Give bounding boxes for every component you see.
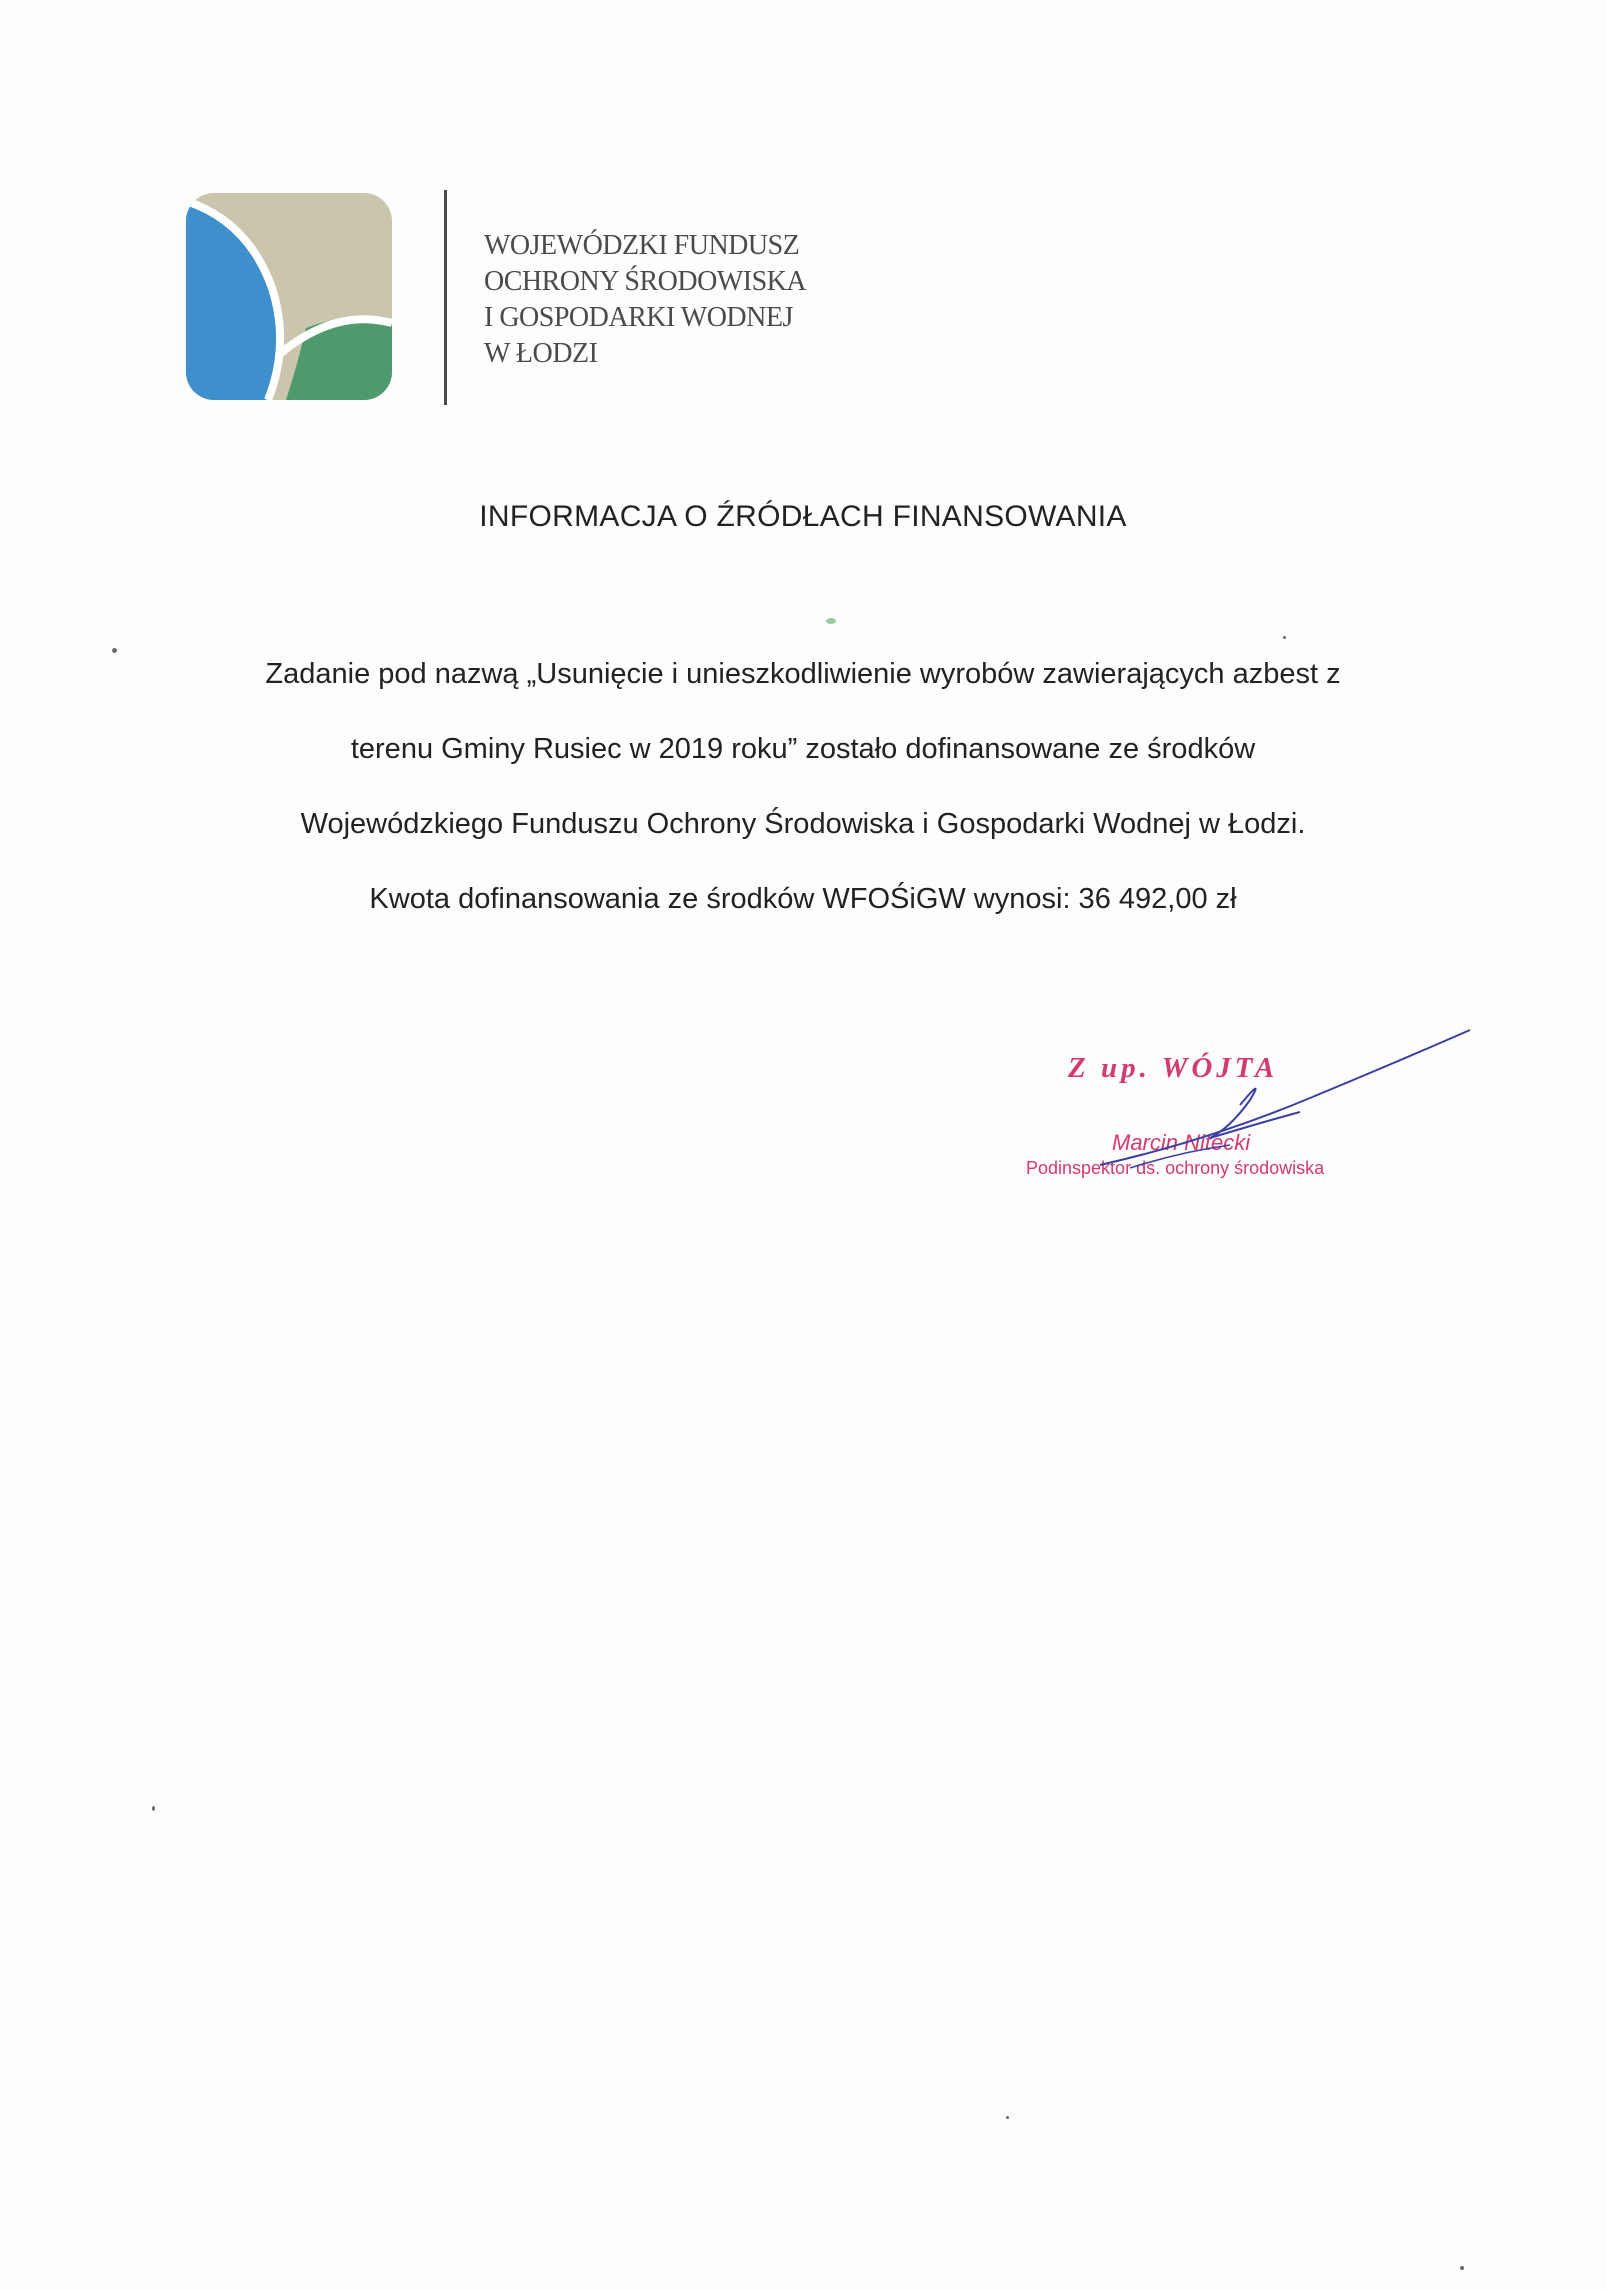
- scan-speck: [1283, 636, 1286, 639]
- document-title: INFORMACJA O ŹRÓDŁACH FINANSOWANIA: [479, 500, 1127, 533]
- logo-divider: [444, 190, 447, 405]
- handwritten-signature: [1090, 1020, 1490, 1190]
- signatory-position: Podinspektor ds. ochrony środowiska: [1026, 1158, 1325, 1178]
- scan-speck: [152, 1806, 155, 1811]
- body-text-line: Wojewódzkiego Funduszu Ochrony Środowiska i Gospodarki Wodnej w Łodzi.: [300, 808, 1306, 840]
- body-text-line: terenu Gminy Rusiec w 2019 roku” zostało dofinansowane ze środków: [350, 733, 1256, 765]
- signatory-name: Marcin Nitecki: [1112, 1130, 1251, 1155]
- org-name-line: OCHRONY ŚRODOWISKA: [484, 266, 807, 297]
- scan-speck: [1460, 2266, 1464, 2270]
- body-text-line: Zadanie pod nazwą „Usunięcie i unieszkodliwienie wyrobów zawierających azbest z: [265, 658, 1341, 690]
- stamp-title: Z up. WÓJTA: [1068, 1052, 1279, 1084]
- org-name-line: WOJEWÓDZKI FUNDUSZ: [484, 230, 800, 261]
- scan-speck: [112, 648, 117, 653]
- org-name-line: W ŁODZI: [484, 338, 598, 369]
- org-name-line: I GOSPODARKI WODNEJ: [484, 302, 793, 333]
- fund-logo-icon: [186, 193, 392, 400]
- organization-name: [484, 228, 904, 372]
- scan-speck: [1006, 2116, 1009, 2119]
- scan-speck: [826, 618, 836, 624]
- funding-amount-line: Kwota dofinansowania ze środków WFOŚiGW wynosi: 36 492,00 zł: [369, 883, 1237, 915]
